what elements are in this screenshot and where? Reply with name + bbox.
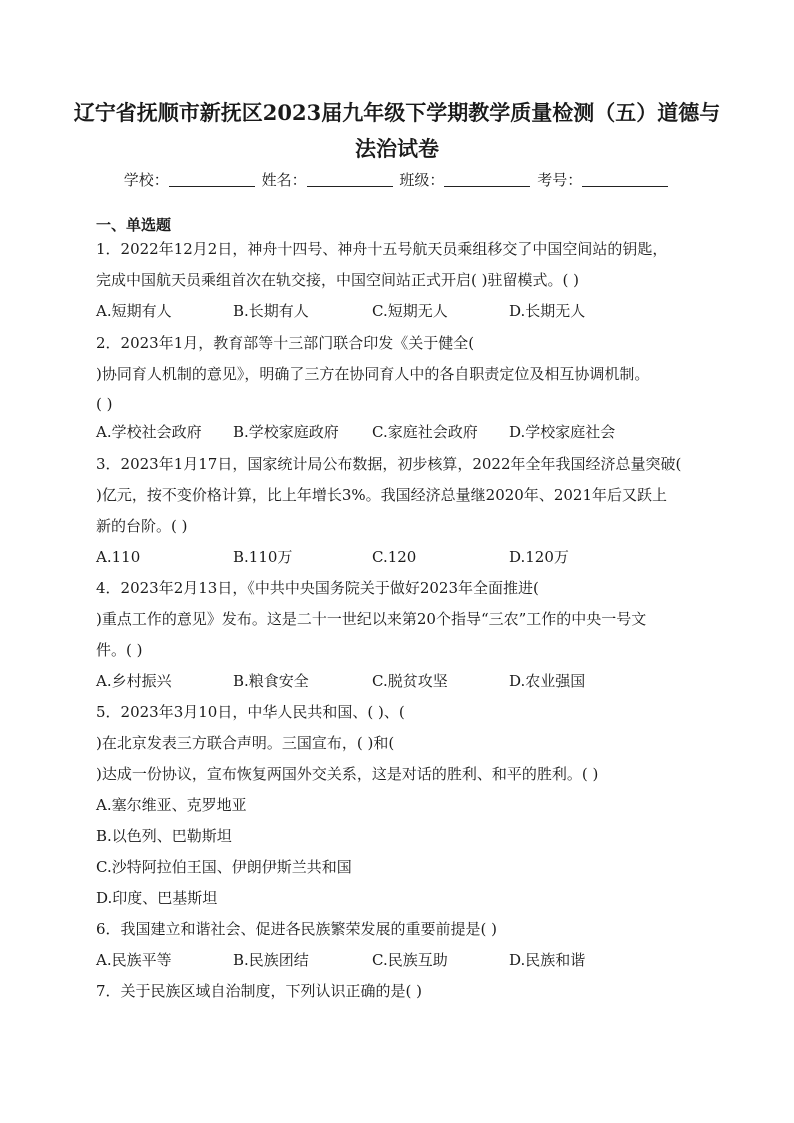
- option-c[interactable]: C.家庭社会政府: [372, 423, 478, 441]
- option-b[interactable]: B.110万: [233, 548, 293, 566]
- name-label: 姓名：: [261, 171, 307, 189]
- question-2-line: )协同育人机制的意见》，明确了三方在协同育人中的各自职责定位及相互协调机制。: [96, 365, 650, 383]
- question-3-line: 3．2023年1月17日，国家统计局公布数据，初步核算，2022年全年我国经济总量突破(: [96, 455, 682, 473]
- question-1-line: 完成中国航天员乘组首次在轨交接，中国空间站正式开启( )驻留模式。( ): [96, 271, 579, 289]
- question-7-line: 7．关于民族区域自治制度，下列认识正确的是( ): [96, 982, 423, 1000]
- option-c[interactable]: C.120: [372, 548, 417, 566]
- class-label: 班级：: [399, 171, 445, 189]
- exam-title-line2: 法治试卷: [355, 136, 439, 161]
- option-d[interactable]: D.农业强国: [509, 672, 586, 690]
- school-label: 学校：: [123, 171, 169, 189]
- option-c[interactable]: C.沙特阿拉伯王国、伊朗伊斯兰共和国: [96, 858, 352, 876]
- exam-title-line1: 辽宁省抚顺市新抚区2023届九年级下学期教学质量检测（五）道德与: [73, 100, 721, 125]
- question-5-line: )达成一份协议，宣布恢复两国外交关系，这是对话的胜利、和平的胜利。( ): [96, 765, 599, 783]
- option-b[interactable]: B.学校家庭政府: [233, 423, 339, 441]
- question-1-line: 1．2022年12月2日，神舟十四号、神舟十五号航天员乘组移交了中国空间站的钥匙，: [96, 240, 668, 258]
- question-4-line: 4．2023年2月13日，《中共中央国务院关于做好2023年全面推进(: [96, 579, 539, 597]
- question-3-line: )亿元，按不变价格计算，比上年增长3%。我国经济总量继2020年、2021年后又跃上: [96, 486, 667, 504]
- name-blank[interactable]: [307, 170, 393, 187]
- question-4-line: )重点工作的意见》发布。这是二十一世纪以来第20个指导“三农”工作的中央一号文: [96, 610, 647, 628]
- option-d[interactable]: D.长期无人: [509, 302, 586, 320]
- question-2-line: ( ): [96, 395, 113, 413]
- option-c[interactable]: C.民族互助: [372, 951, 448, 969]
- question-4-line: 件。( ): [96, 641, 143, 659]
- option-c[interactable]: C.脱贫攻坚: [372, 672, 448, 690]
- option-a[interactable]: A.学校社会政府: [96, 423, 202, 441]
- option-c[interactable]: C.短期无人: [372, 302, 448, 320]
- number-blank[interactable]: [582, 170, 668, 187]
- option-a[interactable]: A.110: [96, 548, 141, 566]
- question-5-line: )在北京发表三方联合声明。三国宣布，( )和(: [96, 734, 395, 752]
- option-b[interactable]: B.长期有人: [233, 302, 309, 320]
- number-label: 考号：: [537, 171, 583, 189]
- option-b[interactable]: B.粮食安全: [233, 672, 309, 690]
- question-2-line: 2．2023年1月，教育部等十三部门联合印发《关于健全(: [96, 334, 475, 352]
- section-heading: 一、单选题: [96, 216, 172, 234]
- class-blank[interactable]: [444, 170, 530, 187]
- school-blank[interactable]: [169, 170, 255, 187]
- question-3-line: 新的台阶。( ): [96, 517, 188, 535]
- option-a[interactable]: A.短期有人: [96, 302, 172, 320]
- option-d[interactable]: D.印度、巴基斯坦: [96, 889, 218, 907]
- option-b[interactable]: B.以色列、巴勒斯坦: [96, 827, 232, 845]
- question-5-line: 5．2023年3月10日，中华人民共和国、( )、(: [96, 703, 405, 721]
- student-info-row: [60, 168, 734, 192]
- question-6-line: 6．我国建立和谐社会、促进各民族繁荣发展的重要前提是( ): [96, 920, 498, 938]
- option-b[interactable]: B.民族团结: [233, 951, 309, 969]
- option-a[interactable]: A.塞尔维亚、克罗地亚: [96, 796, 247, 814]
- option-a[interactable]: A.乡村振兴: [96, 672, 172, 690]
- option-d[interactable]: D.120万: [509, 548, 569, 566]
- option-a[interactable]: A.民族平等: [96, 951, 172, 969]
- option-d[interactable]: D.学校家庭社会: [509, 423, 616, 441]
- option-d[interactable]: D.民族和谐: [509, 951, 586, 969]
